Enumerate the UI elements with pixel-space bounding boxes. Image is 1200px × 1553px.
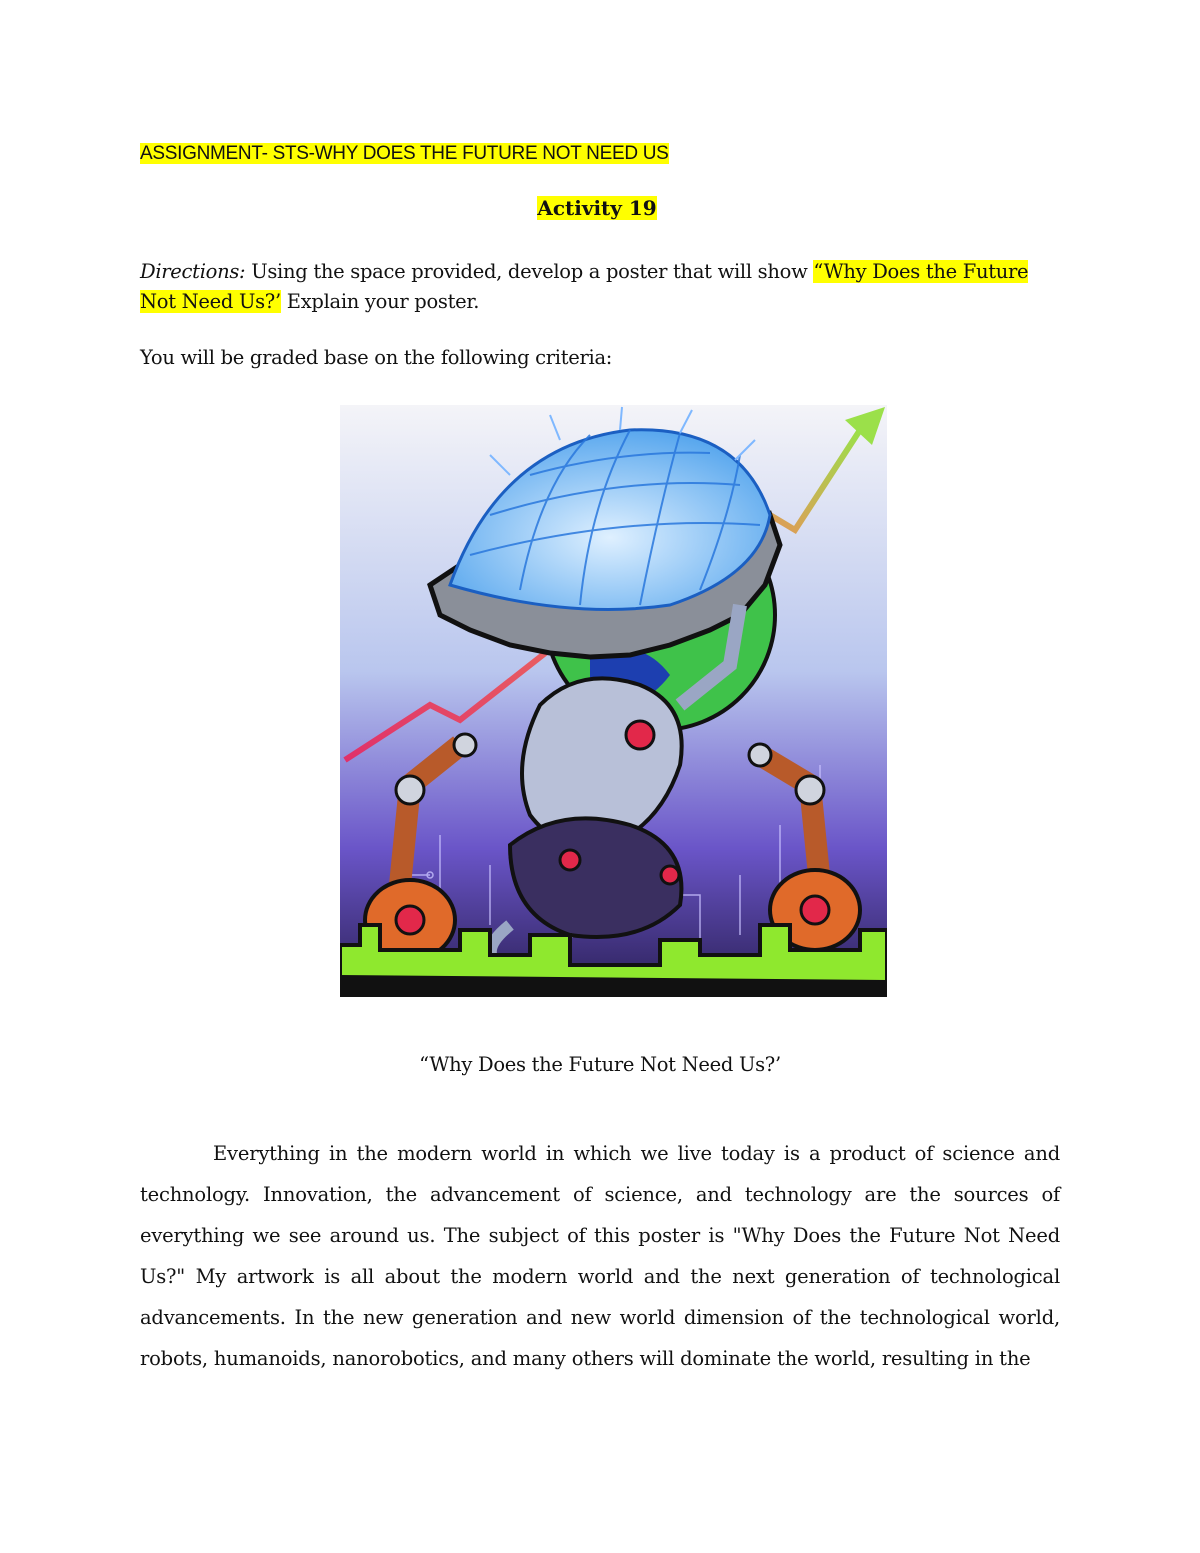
assignment-title xyxy=(140,143,669,165)
poster-illustration xyxy=(340,405,887,997)
criteria-text: You will be graded base on the following criteria: xyxy=(140,346,613,369)
directions-label: Directions: xyxy=(140,260,246,283)
directions-paragraph xyxy=(140,257,1065,317)
directions-highlight: “Why Does the Future Not Need Us?’ xyxy=(140,260,1029,313)
directions-text-end: Explain your poster. xyxy=(280,290,480,313)
activity-heading xyxy=(0,196,1200,220)
poster-caption: “Why Does the Future Not Need Us?’ xyxy=(419,1053,781,1076)
directions-text: Using the space provided, develop a poster that will show xyxy=(245,260,814,283)
activity-label: Activity 19 xyxy=(537,196,657,220)
assignment-title-highlight: ASSIGNMENT- STS-WHY DOES THE FUTURE NOT NEED US xyxy=(140,143,669,164)
essay-paragraph: Everything in the modern world in which we live today is a product of science and technology. Innovation, the advancement of science, and technology are the sources of everything we see around us. The subject of this poster is "Why Does the Future Not Need Us?" My artwork is all about the modern world and the next generation of technological advancements. In the new generation and new world dimension of the technological world, robots, humanoids, nanorobotics, and many others will dominate the world, resulting in the xyxy=(140,1142,1060,1370)
poster-artwork xyxy=(340,405,887,997)
